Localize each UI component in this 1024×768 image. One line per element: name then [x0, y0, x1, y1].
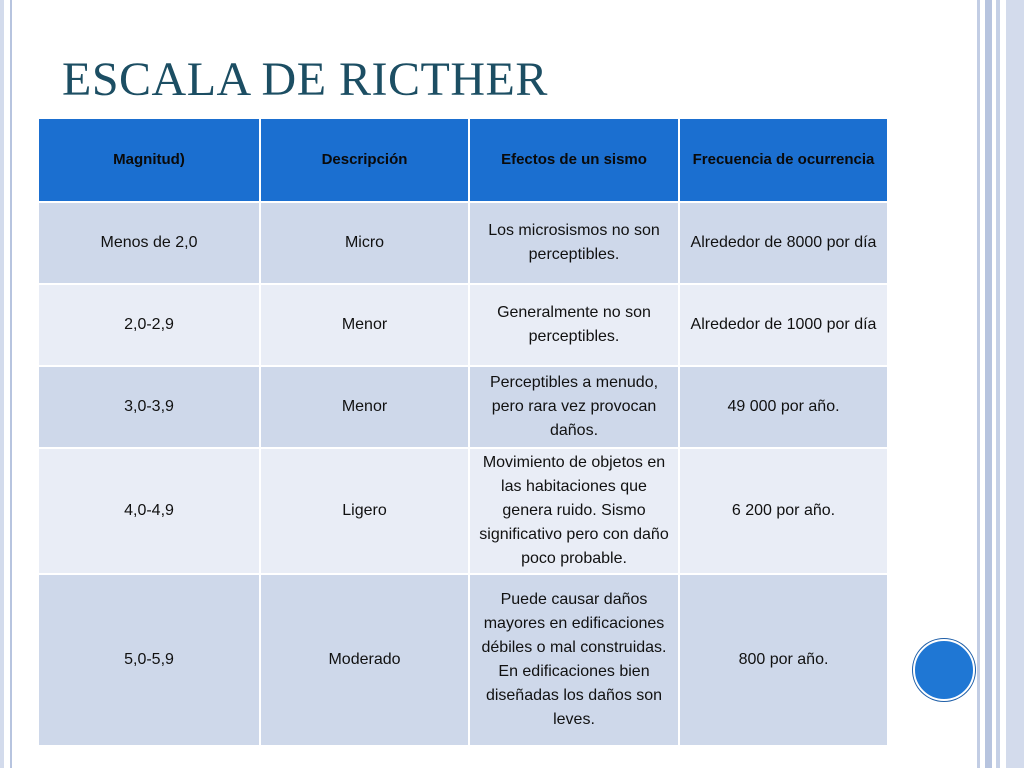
cell-frecuencia: Alrededor de 1000 por día [679, 284, 888, 366]
frame-left-line [10, 0, 12, 768]
cell-frecuencia: Alrededor de 8000 por día [679, 202, 888, 284]
table-row [38, 202, 888, 284]
header-efectos: Efectos de un sismo [469, 118, 679, 202]
cell-magnitud: 4,0-4,9 [38, 448, 260, 574]
cell-descripcion: Menor [260, 366, 469, 448]
frame-right-line [996, 0, 1000, 768]
cell-descripcion: Ligero [260, 448, 469, 574]
frame-left-stripe [0, 0, 4, 768]
cell-frecuencia: 800 por año. [679, 574, 888, 746]
header-frecuencia: Frecuencia de ocurrencia [679, 118, 888, 202]
cell-descripcion: Micro [260, 202, 469, 284]
header-magnitud: Magnitud) [38, 118, 260, 202]
frame-right-line [977, 0, 980, 768]
cell-magnitud: Menos de 2,0 [38, 202, 260, 284]
richter-table [37, 117, 889, 747]
cell-efectos: Los microsismos no son perceptibles. [469, 202, 679, 284]
decorative-circle [913, 639, 975, 701]
cell-magnitud: 2,0-2,9 [38, 284, 260, 366]
cell-magnitud: 5,0-5,9 [38, 574, 260, 746]
table-row [38, 366, 888, 448]
frame-right-stripe [1006, 0, 1024, 768]
frame-right-line [985, 0, 992, 768]
cell-descripcion: Moderado [260, 574, 469, 746]
header-descripcion: Descripción [260, 118, 469, 202]
cell-efectos: Perceptibles a menudo, pero rara vez provocan daños. [469, 366, 679, 448]
cell-magnitud: 3,0-3,9 [38, 366, 260, 448]
table-row [38, 574, 888, 746]
slide-title: ESCALA DE RICTHER [62, 53, 548, 106]
table-row [38, 448, 888, 574]
table-row [38, 284, 888, 366]
cell-descripcion: Menor [260, 284, 469, 366]
cell-efectos: Generalmente no son perceptibles. [469, 284, 679, 366]
cell-frecuencia: 49 000 por año. [679, 366, 888, 448]
cell-efectos: Puede causar daños mayores en edificaciones débiles o mal construidas. En edificaciones bien diseñadas los daños son leves. [469, 574, 679, 746]
cell-efectos: Movimiento de objetos en las habitaciones que genera ruido. Sismo significativo pero con daño poco probable. [469, 448, 679, 574]
cell-frecuencia: 6 200 por año. [679, 448, 888, 574]
table-header-row [38, 118, 888, 202]
